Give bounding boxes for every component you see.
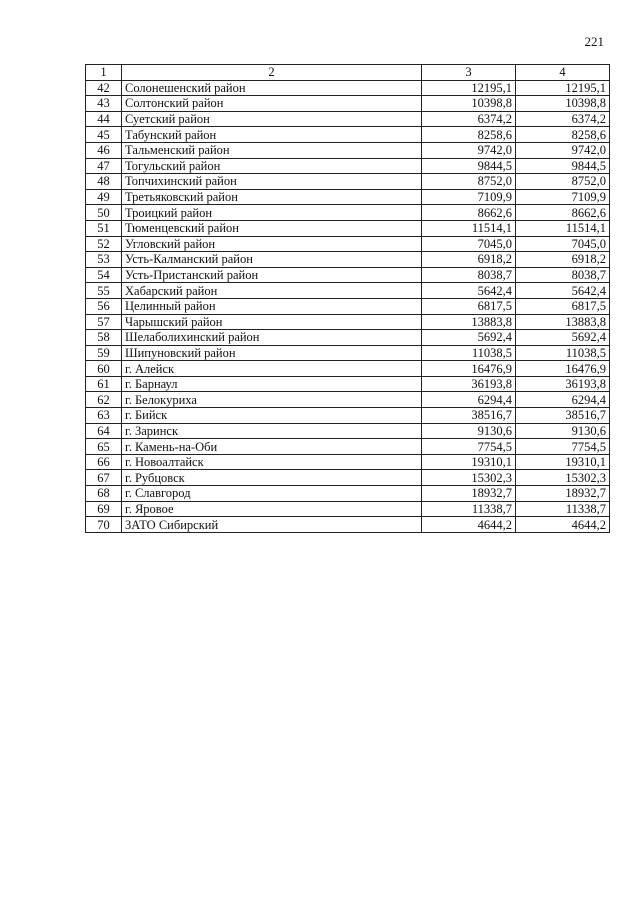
row-number: 65	[86, 439, 122, 455]
value-column-4: 4644,2	[516, 517, 610, 533]
value-column-4: 36193,8	[516, 376, 610, 392]
value-column-3: 15302,3	[422, 470, 516, 486]
row-number: 46	[86, 142, 122, 158]
row-number: 43	[86, 96, 122, 112]
column-header-1: 1	[86, 65, 122, 81]
value-column-4: 6918,2	[516, 252, 610, 268]
row-number: 48	[86, 174, 122, 190]
district-name: Топчихинский район	[122, 174, 422, 190]
table-row	[86, 298, 610, 314]
data-table	[85, 64, 610, 533]
district-name: г. Яровое	[122, 501, 422, 517]
value-column-4: 9844,5	[516, 158, 610, 174]
value-column-3: 5692,4	[422, 330, 516, 346]
table-row	[86, 174, 610, 190]
table-row	[86, 252, 610, 268]
row-number: 50	[86, 205, 122, 221]
value-column-3: 12195,1	[422, 80, 516, 96]
district-name: г. Белокуриха	[122, 392, 422, 408]
value-column-4: 11514,1	[516, 220, 610, 236]
table-row	[86, 517, 610, 533]
row-number: 57	[86, 314, 122, 330]
value-column-3: 8752,0	[422, 174, 516, 190]
district-name: Тальменский район	[122, 142, 422, 158]
row-number: 45	[86, 127, 122, 143]
value-column-4: 15302,3	[516, 470, 610, 486]
row-number: 60	[86, 361, 122, 377]
table-row	[86, 501, 610, 517]
district-name: Солтонский район	[122, 96, 422, 112]
district-name: Шелаболихинский район	[122, 330, 422, 346]
district-name: Третьяковский район	[122, 189, 422, 205]
district-name: г. Бийск	[122, 408, 422, 424]
table-row	[86, 486, 610, 502]
table-row	[86, 423, 610, 439]
district-name: Усть-Калманский район	[122, 252, 422, 268]
value-column-4: 6817,5	[516, 298, 610, 314]
value-column-4: 8752,0	[516, 174, 610, 190]
table-row	[86, 142, 610, 158]
table-row	[86, 361, 610, 377]
value-column-3: 38516,7	[422, 408, 516, 424]
row-number: 68	[86, 486, 122, 502]
value-column-3: 7045,0	[422, 236, 516, 252]
value-column-4: 11338,7	[516, 501, 610, 517]
district-name: г. Новоалтайск	[122, 454, 422, 470]
page-number: 221	[584, 34, 604, 49]
table-row	[86, 80, 610, 96]
district-name: г. Барнаул	[122, 376, 422, 392]
value-column-4: 7109,9	[516, 189, 610, 205]
table-row	[86, 408, 610, 424]
row-number: 66	[86, 454, 122, 470]
value-column-4: 12195,1	[516, 80, 610, 96]
table-row	[86, 345, 610, 361]
table-row	[86, 189, 610, 205]
table-row	[86, 267, 610, 283]
table-row	[86, 314, 610, 330]
table-row	[86, 220, 610, 236]
value-column-3: 11338,7	[422, 501, 516, 517]
row-number: 44	[86, 111, 122, 127]
value-column-4: 5692,4	[516, 330, 610, 346]
value-column-3: 13883,8	[422, 314, 516, 330]
district-name: Тогульский район	[122, 158, 422, 174]
district-name: г. Камень-на-Оби	[122, 439, 422, 455]
value-column-3: 4644,2	[422, 517, 516, 533]
value-column-3: 6374,2	[422, 111, 516, 127]
value-column-3: 7754,5	[422, 439, 516, 455]
row-number: 58	[86, 330, 122, 346]
value-column-4: 8258,6	[516, 127, 610, 143]
row-number: 69	[86, 501, 122, 517]
value-column-3: 11514,1	[422, 220, 516, 236]
district-name: г. Рубцовск	[122, 470, 422, 486]
value-column-4: 5642,4	[516, 283, 610, 299]
district-name: Троицкий район	[122, 205, 422, 221]
table-row	[86, 283, 610, 299]
table-row	[86, 330, 610, 346]
row-number: 54	[86, 267, 122, 283]
row-number: 63	[86, 408, 122, 424]
column-header-3: 3	[422, 65, 516, 81]
district-name: г. Заринск	[122, 423, 422, 439]
table-row	[86, 439, 610, 455]
row-number: 53	[86, 252, 122, 268]
value-column-4: 9130,6	[516, 423, 610, 439]
table-row	[86, 96, 610, 112]
row-number: 55	[86, 283, 122, 299]
row-number: 56	[86, 298, 122, 314]
value-column-4: 19310,1	[516, 454, 610, 470]
header-row	[86, 65, 610, 81]
district-name: Угловский район	[122, 236, 422, 252]
district-name: Целинный район	[122, 298, 422, 314]
row-number: 52	[86, 236, 122, 252]
row-number: 64	[86, 423, 122, 439]
district-name: Чарышский район	[122, 314, 422, 330]
value-column-3: 8662,6	[422, 205, 516, 221]
value-column-3: 16476,9	[422, 361, 516, 377]
value-column-3: 19310,1	[422, 454, 516, 470]
table-row	[86, 392, 610, 408]
value-column-4: 7754,5	[516, 439, 610, 455]
table-row	[86, 454, 610, 470]
value-column-4: 7045,0	[516, 236, 610, 252]
row-number: 47	[86, 158, 122, 174]
district-name: Суетский район	[122, 111, 422, 127]
value-column-3: 6817,5	[422, 298, 516, 314]
value-column-4: 6374,2	[516, 111, 610, 127]
value-column-4: 18932,7	[516, 486, 610, 502]
row-number: 59	[86, 345, 122, 361]
value-column-4: 10398,8	[516, 96, 610, 112]
district-name: ЗАТО Сибирский	[122, 517, 422, 533]
value-column-3: 10398,8	[422, 96, 516, 112]
value-column-4: 13883,8	[516, 314, 610, 330]
table-row	[86, 111, 610, 127]
row-number: 49	[86, 189, 122, 205]
table-row	[86, 205, 610, 221]
value-column-4: 16476,9	[516, 361, 610, 377]
value-column-4: 9742,0	[516, 142, 610, 158]
district-name: Табунский район	[122, 127, 422, 143]
value-column-3: 11038,5	[422, 345, 516, 361]
value-column-3: 8258,6	[422, 127, 516, 143]
row-number: 70	[86, 517, 122, 533]
table-row	[86, 158, 610, 174]
row-number: 51	[86, 220, 122, 236]
district-name: Хабарский район	[122, 283, 422, 299]
value-column-3: 7109,9	[422, 189, 516, 205]
table-row	[86, 470, 610, 486]
table-row	[86, 236, 610, 252]
district-name: Усть-Пристанский район	[122, 267, 422, 283]
row-number: 42	[86, 80, 122, 96]
column-header-2: 2	[122, 65, 422, 81]
row-number: 61	[86, 376, 122, 392]
value-column-4: 11038,5	[516, 345, 610, 361]
value-column-4: 8662,6	[516, 205, 610, 221]
row-number: 62	[86, 392, 122, 408]
value-column-3: 5642,4	[422, 283, 516, 299]
district-name: Тюменцевский район	[122, 220, 422, 236]
row-number: 67	[86, 470, 122, 486]
table-row	[86, 127, 610, 143]
table-body	[86, 80, 610, 532]
value-column-3: 9742,0	[422, 142, 516, 158]
value-column-3: 9130,6	[422, 423, 516, 439]
value-column-4: 8038,7	[516, 267, 610, 283]
value-column-3: 18932,7	[422, 486, 516, 502]
value-column-3: 36193,8	[422, 376, 516, 392]
district-name: г. Алейск	[122, 361, 422, 377]
value-column-4: 6294,4	[516, 392, 610, 408]
value-column-3: 6918,2	[422, 252, 516, 268]
table-row	[86, 376, 610, 392]
value-column-3: 9844,5	[422, 158, 516, 174]
value-column-3: 8038,7	[422, 267, 516, 283]
value-column-4: 38516,7	[516, 408, 610, 424]
district-name: Шипуновский район	[122, 345, 422, 361]
district-name: г. Славгород	[122, 486, 422, 502]
column-header-4: 4	[516, 65, 610, 81]
value-column-3: 6294,4	[422, 392, 516, 408]
district-name: Солонешенский район	[122, 80, 422, 96]
